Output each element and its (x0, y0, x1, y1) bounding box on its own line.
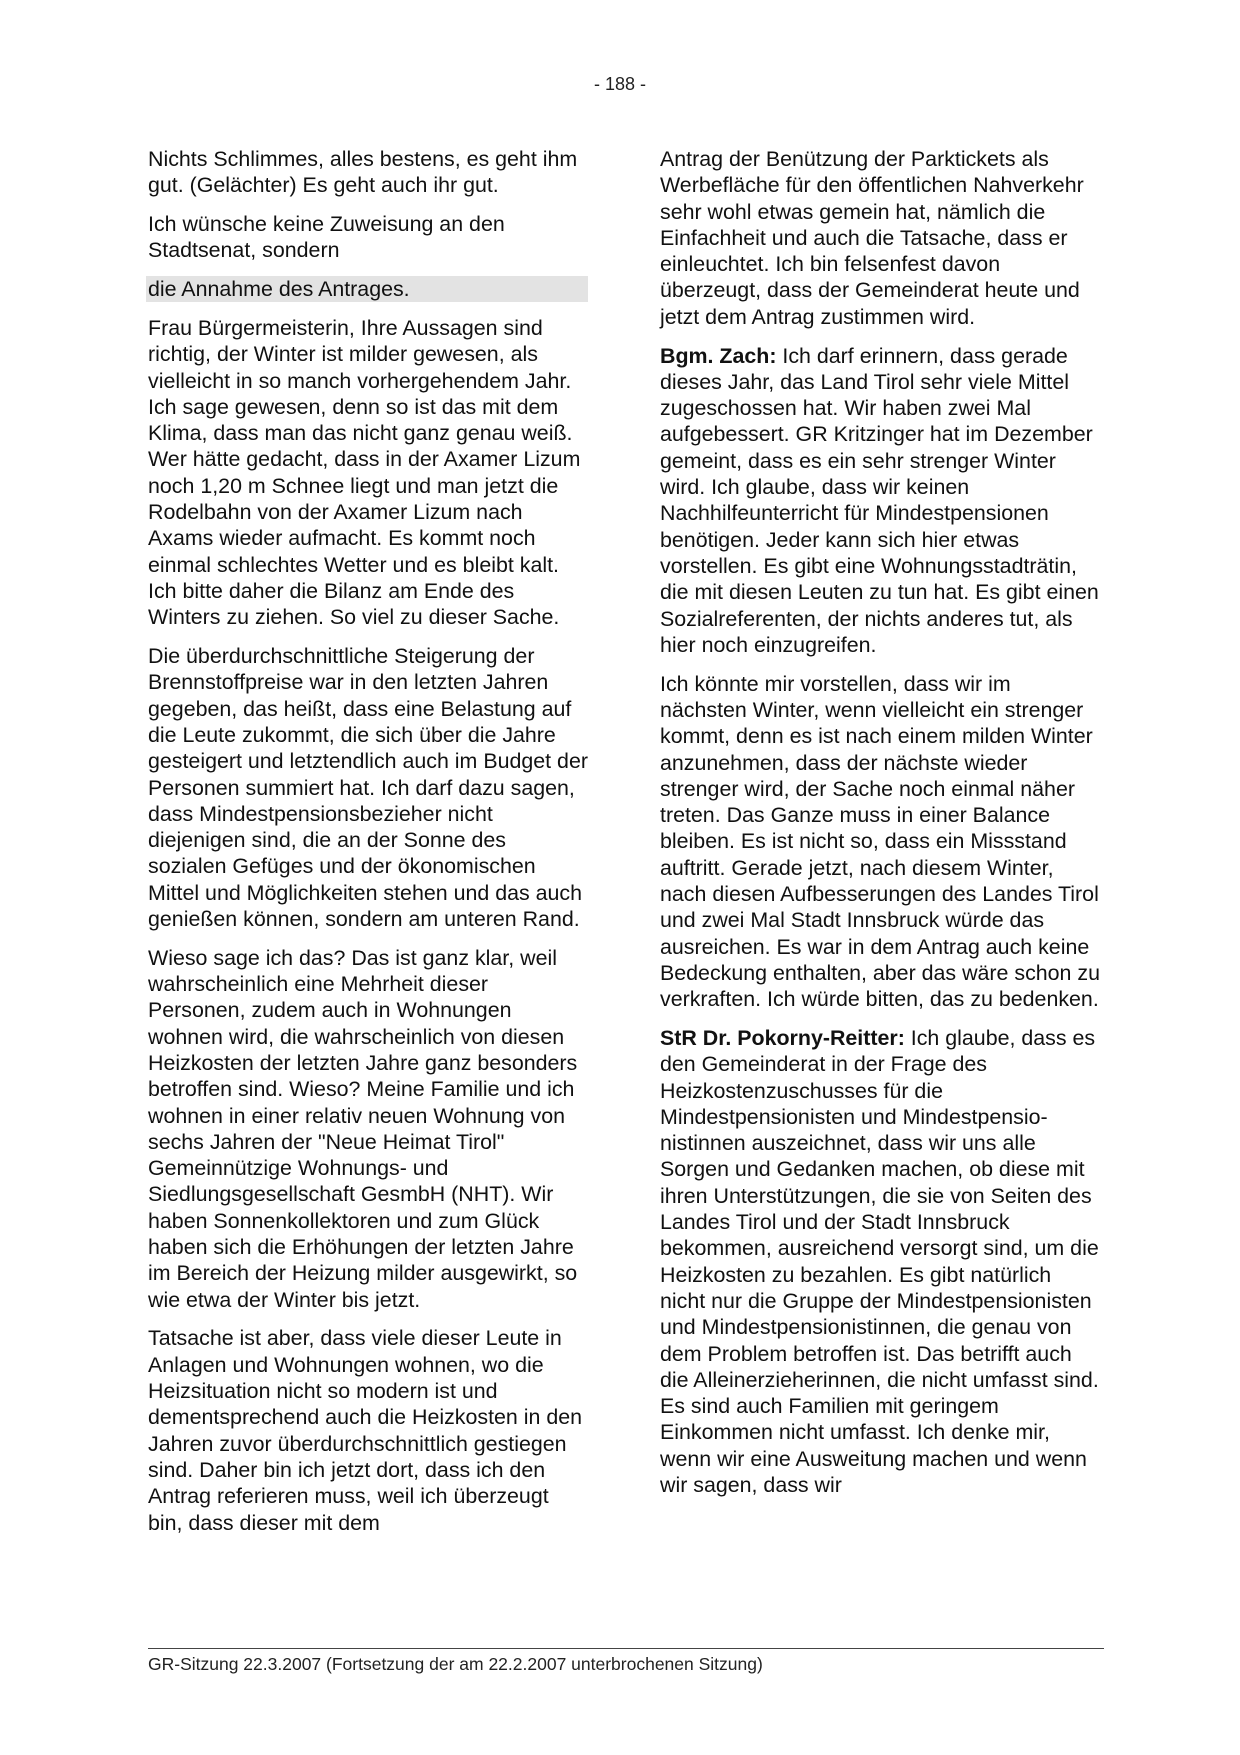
speaker-name: StR Dr. Pokorny-Reitter: (660, 1026, 905, 1050)
speech-text: Ich glaube, dass es den Gemeinderat in der Frage des Heizkostenzuschusses für die Mindestpensionisten und Mindestpensionistinnen auszeichnet, dass wir uns alle Sorgen und Gedanken machen, ob diese mit ihren Unterstützungen, die sie von Seiten des Landes Tirol und der Stadt Innsbruck bekommen, ausreichend versorgt sind, um die Heizkosten zu bezahlen. Es gibt natürlich nicht nur die Gruppe der Mindestpensionisten und Mindestpensionistinnen, die genau von dem Problem betroffen ist. Das betrifft auch die Alleinerzieherinnen, die nicht umfasst sind. Es sind auch Familien mit geringem Einkommen nicht umfasst. Ich denke mir, wenn wir eine Ausweitung machen und wenn wir sagen, dass wir (660, 1026, 1099, 1498)
highlighted-motion: die Annahme des Antrages. (146, 276, 588, 302)
footer-divider (148, 1648, 1104, 1649)
page-number: - 188 - (593, 74, 647, 94)
left-column (148, 146, 588, 1536)
footer-session-info: GR-Sitzung 22.3.2007 (Fortsetzung der am 22.2.2007 unterbrochenen Sitzung) (148, 1654, 763, 1674)
speech-paragraph (660, 1025, 1100, 1498)
right-column (660, 146, 1100, 1498)
speaker-name: Bgm. Zach: (660, 343, 777, 368)
paragraph: Ich wünsche keine Zuweisung an den Stadtsenat, sondern (148, 212, 505, 263)
speech-text: Ich darf erinnern, dass gerade dieses Jahr, das Land Tirol sehr viele Mittel zugeschossen hat. Wir haben zwei Mal aufgebessert. GR Kritzinger hat im Dezember gemeint, dass es ein sehr strenger Winter wird. Ich glaube, dass wir keinen Nachhilfeunterricht für Mindestpensionen benötigen. Jeder kann sich hier etwas vorstellen. Es gibt eine Wohnungsstadträtin, die mit diesen Leuten zu tun hat. Es gibt einen Sozialreferenten, der nichts anderes tut, als hier noch einzugreifen. (660, 343, 1099, 657)
paragraph: Die überdurchschnittliche Steigerung der Brennstoffpreise war in den letzten Jahren gegeben, das heißt, dass eine Belastung auf die Leute zukommt, die sich über die Jahre gesteigert und letztendlich auch im Budget der Personen summiert hat. Ich darf dazu sagen, dass Mindestpensionsbezieher nicht diejenigen sind, die an der Sonne des sozialen Gefüges und der ökonomischen Mittel und Möglichkeiten stehen und das auch genießen können, sondern am unteren Rand. (148, 644, 588, 932)
speech-paragraph (660, 343, 1100, 659)
paragraph: Tatsache ist aber, dass viele dieser Leute in Anlagen und Wohnungen wohnen, wo die Heizsituation nicht so modern ist und dementsprechend auch die Heizkosten in den Jahren zuvor überdurchschnittlich gestiegen sind. Daher bin ich jetzt dort, dass ich den Antrag referieren muss, weil ich überzeugt bin, dass dieser mit dem (148, 1326, 583, 1535)
paragraph: Ich könnte mir vorstellen, dass wir im nächsten Winter, wenn vielleicht ein strenger kommt, denn es ist nach einem milden Winter anzunehmen, dass der nächste wieder strenger wird, der Sache noch einmal näher treten. Das Ganze muss in einer Balance bleiben. Es ist nicht so, dass ein Missstand auftritt. Gerade jetzt, nach diesem Winter, nach diesen Aufbesserungen des Landes Tirol und zwei Mal Stadt Innsbruck würde das ausreichen. Es war in dem Antrag auch keine Bedeckung enthalten, aber das wäre schon zu verkraften. Ich würde bitten, das zu bedenken. (660, 671, 1100, 1012)
paragraph: Wieso sage ich das? Das ist ganz klar, weil wahrscheinlich eine Mehrheit dieser Personen, zudem auch in Wohnungen wohnen wird, die wahrscheinlich von diesen Heizkosten der letzten Jahre ganz besonders betroffen sind. Wieso? Meine Familie und ich wohnen in einer relativ neuen Wohnung von sechs Jahren der "Neue Heimat Tirol" Gemeinnützige Wohnungs- und Siedlungsgesellschaft GesmbH (NHT). Wir haben Sonnenkollektoren und zum Glück haben sich die Erhöhungen der letzten Jahre im Bereich der Heizung milder ausgewirkt, so wie etwa der Winter bis jetzt. (148, 945, 578, 1312)
paragraph: Nichts Schlimmes, alles bestens, es geht ihm gut. (Gelächter) Es geht auch ihr gut. (148, 147, 578, 198)
paragraph: Frau Bürgermeisterin, Ihre Aussagen sind richtig, der Winter ist milder gewesen, als vielleicht in so manch vorhergehendem Jahr. Ich sage gewesen, denn so ist das mit dem Klima, dass man das nicht ganz genau weiß. Wer hätte gedacht, dass in der Axamer Lizum noch 1,20 m Schnee liegt und man jetzt die Rodelbahn von der Axamer Lizum nach Axams wieder aufmacht. Es kommt noch einmal schlechtes Wetter und es bleibt kalt. Ich bitte daher die Bilanz am Ende des Winters zu ziehen. So viel zu dieser Sache. (148, 315, 581, 630)
paragraph: Antrag der Benützung der Parktickets als Werbefläche für den öffentlichen Nahverkehr sehr wohl etwas gemein hat, nämlich die Einfachheit und auch die Tatsache, dass er einleuchtet. Ich bin felsenfest davon überzeugt, dass der Gemeinderat heute und jetzt dem Antrag zustimmen wird. (660, 147, 1084, 329)
